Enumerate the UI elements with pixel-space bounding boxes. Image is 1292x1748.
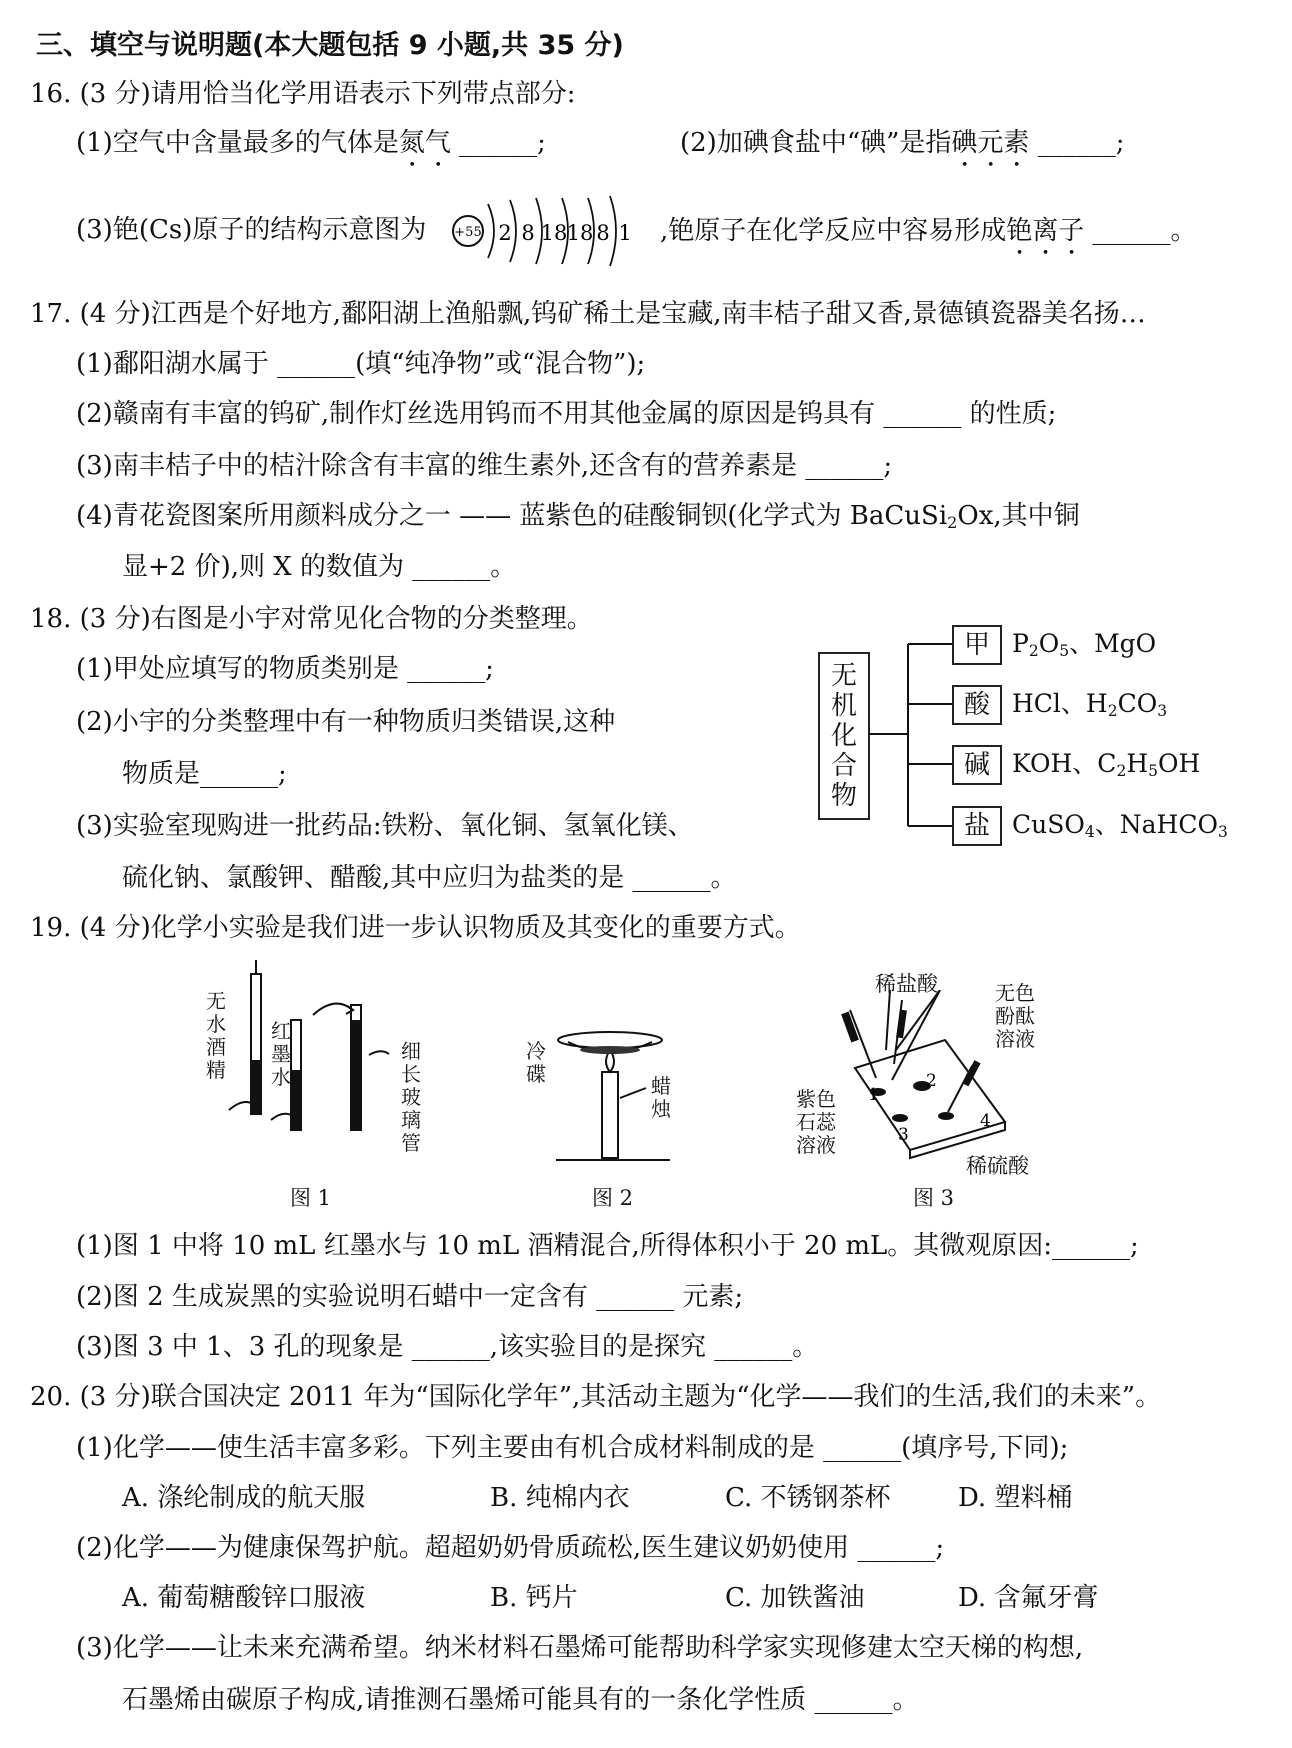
q16-stem: 16. (3 分)请用恰当化学用语表示下列带点部分:	[30, 79, 576, 109]
q17-stem: 17. (4 分)江西是个好地方,鄱阳湖上渔船飘,钨矿稀土是宝藏,南丰桔子甜又香,景德镇瓷器美名扬…	[30, 299, 1146, 329]
shell-5: 8	[596, 221, 610, 245]
shell-6: 1	[618, 221, 632, 245]
fig3-caption: 图 3	[913, 1186, 955, 1210]
root-box	[818, 652, 870, 820]
q19-stem: 19. (4 分)化学小实验是我们进一步认识物质及其变化的重要方式。	[30, 913, 801, 943]
q20-p2-option-d: D. 含氟牙膏	[958, 1583, 1099, 1613]
items-jia: $P_2O_5$、MgO	[1012, 629, 1157, 660]
root-label: 无机化合物	[830, 661, 857, 811]
q20-p1-option-d: D. 塑料桶	[958, 1483, 1073, 1513]
category-salt: 盐	[952, 806, 1002, 846]
q18-part1: (1)甲处应填写的物质类别是 ______;	[76, 654, 494, 684]
well-4: 4	[980, 1111, 991, 1131]
fig1-label-alcohol: 无水酒精	[206, 989, 226, 1082]
q20-part3-line1: (3)化学——让未来充满希望。纳米材料石墨烯可能帮助科学家实现修建太空天梯的构想,	[76, 1633, 1084, 1663]
nucleus-charge: +55	[454, 225, 482, 240]
q16-part3-a: (3)铯(Cs)原子的结构示意图为	[76, 215, 427, 245]
q18-part3-line1: (3)实验室现购进一批药品:铁粉、氧化铜、氢氧化镁、	[76, 811, 694, 841]
category-jia: 甲	[952, 625, 1002, 665]
shell-2: 8	[521, 221, 535, 245]
cs-atom-structure-diagram	[450, 190, 650, 272]
q20-part1: (1)化学——使生活丰富多彩。下列主要由有机合成材料制成的是 ______(填序号,下同);	[76, 1433, 1069, 1463]
q17-part3: (3)南丰桔子中的桔汁除含有丰富的维生素外,还含有的营养素是 ______;	[76, 451, 893, 481]
q20-part2: (2)化学——为健康保驾护航。超超奶奶骨质疏松,医生建议奶奶使用 ______;	[76, 1533, 945, 1563]
q17-part4-line1: (4)青花瓷图案所用颜料成分之一 —— 蓝紫色的硅酸铜钡(化学式为 BaCuSi$_2$Ox,其中铜	[76, 501, 1080, 533]
shell-4: 18	[566, 221, 594, 245]
items-base: KOH、$C_2H_5OH$	[1012, 749, 1201, 780]
category-base: 碱	[952, 745, 1002, 785]
fig1-caption: 图 1	[290, 1186, 332, 1210]
tree-connectors	[868, 630, 952, 850]
q16-part3-b: ,铯原子在化学反应中容易形成铯离子 ______。	[660, 216, 1197, 246]
items-salt: CuSO$_4$、NaHCO$_3$	[1012, 810, 1228, 841]
q19-part3: (3)图 3 中 1、3 孔的现象是 ______,该实验目的是探究 ______。	[76, 1332, 819, 1362]
q18-part3-line2: 硫化钠、氯酸钾、醋酸,其中应归为盐类的是 ______。	[122, 863, 737, 893]
q16-part2: (2)加碘食盐中“碘”是指碘元素 ______;	[680, 128, 1125, 158]
q17-part1: (1)鄱阳湖水属于 ______(填“纯净物”或“混合物”);	[76, 349, 646, 379]
section-header: 三、填空与说明题(本大题包括 9 小题,共 35 分)	[36, 30, 624, 61]
fig1-drawing	[225, 960, 405, 1140]
q19-part2: (2)图 2 生成炭黑的实验说明石蜡中一定含有 ______ 元素;	[76, 1282, 744, 1312]
category-acid: 酸	[952, 685, 1002, 725]
q20-part3-line2: 石墨烯由碳原子构成,请推测石墨烯可能具有的一条化学性质 ______。	[122, 1685, 919, 1715]
q20-p1-option-a: A. 涤纶制成的航天服	[122, 1483, 366, 1513]
fig2-label-dish: 冷碟	[526, 1039, 546, 1086]
q18-part2-line2: 物质是______;	[122, 759, 287, 789]
fig1-label-ink: 红墨水	[271, 1019, 291, 1089]
well-2: 2	[926, 1071, 937, 1091]
fig3-label-litmus: 紫色石蕊溶液	[796, 1087, 836, 1157]
fig2-drawing	[548, 1028, 678, 1168]
fig2-label-candle: 蜡烛	[651, 1074, 671, 1121]
shell-3: 18	[540, 221, 568, 245]
fig3-drawing	[840, 990, 1010, 1160]
q20-p2-option-c: C. 加铁酱油	[725, 1583, 865, 1613]
q17-part2: (2)赣南有丰富的钨矿,制作灯丝选用钨而不用其他金属的原因是钨具有 ______ 的性质;	[76, 399, 1057, 429]
shell-1: 2	[498, 221, 512, 245]
q20-p2-option-b: B. 钙片	[490, 1583, 578, 1613]
q16-part1: (1)空气中含量最多的气体是氮气 ______;	[76, 128, 546, 158]
fig3-label-h2so4: 稀硫酸	[966, 1154, 1029, 1178]
well-1: 1	[868, 1085, 879, 1105]
q18-stem: 18. (3 分)右图是小宇对常见化合物的分类整理。	[30, 604, 593, 634]
q20-p1-option-c: C. 不锈钢茶杯	[725, 1483, 891, 1513]
q17-part4-line2: 显+2 价),则 X 的数值为 ______。	[122, 552, 517, 582]
q20-p2-option-a: A. 葡萄糖酸锌口服液	[122, 1583, 366, 1613]
fig3-label-hcl: 稀盐酸	[875, 972, 938, 996]
well-3: 3	[898, 1125, 909, 1145]
items-acid: HCl、$H_2CO_3$	[1012, 689, 1168, 720]
q19-part1: (1)图 1 中将 10 mL 红墨水与 10 mL 酒精混合,所得体积小于 20 mL。其微观原因:______;	[76, 1231, 1139, 1261]
q20-p1-option-b: B. 纯棉内衣	[490, 1483, 630, 1513]
fig3-label-phenolphthalein: 无色酚酞溶液	[995, 981, 1035, 1051]
fig1-label-tube: 细长玻璃管	[401, 1039, 421, 1155]
q18-part2-line1: (2)小宇的分类整理中有一种物质归类错误,这种	[76, 707, 616, 737]
fig2-caption: 图 2	[592, 1186, 634, 1210]
q20-stem: 20. (3 分)联合国决定 2011 年为“国际化学年”,其活动主题为“化学——我们的生活,我们的未来”。	[30, 1382, 1162, 1412]
